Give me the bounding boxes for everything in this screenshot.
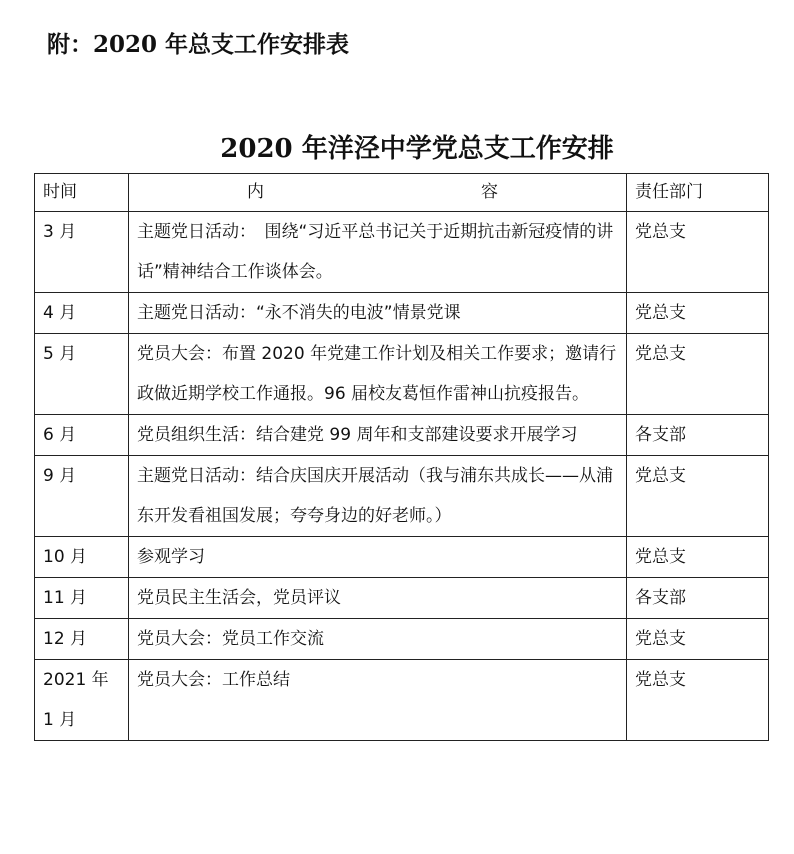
row-content: 主题党日活动： 围绕“习近平总书记关于近期抗击新冠疫情的讲话”精神结合工作谈体会。 xyxy=(129,212,627,293)
table-row xyxy=(35,456,769,537)
table-row xyxy=(35,660,769,741)
table-row xyxy=(35,619,769,660)
row-time: 6 月 xyxy=(35,415,129,456)
row-content: 党员大会：布置 2020 年党建工作计划及相关工作要求；邀请行政做近期学校工作通报。96 届校友葛恒作雷神山抗疫报告。 xyxy=(129,334,627,415)
column-header-time: 时间 xyxy=(35,174,129,212)
row-content: 党员民主生活会，党员评议 xyxy=(129,578,627,619)
row-dept: 党总支 xyxy=(627,660,769,741)
row-content: 党员组织生活：结合建党 99 周年和支部建设要求开展学习 xyxy=(129,415,627,456)
table-row xyxy=(35,537,769,578)
row-content: 党员大会：工作总结 xyxy=(129,660,627,741)
table-header-row xyxy=(35,174,769,212)
row-content: 党员大会：党员工作交流 xyxy=(129,619,627,660)
row-time: 9 月 xyxy=(35,456,129,537)
table-row xyxy=(35,578,769,619)
schedule-table xyxy=(34,173,769,741)
row-dept: 党总支 xyxy=(627,619,769,660)
row-time: 10 月 xyxy=(35,537,129,578)
table-title: 2020 年洋泾中学党总支工作安排 xyxy=(220,134,614,164)
row-time: 2021 年 1 月 xyxy=(35,660,129,741)
row-content: 主题党日活动：“永不消失的电波”情景党课 xyxy=(129,293,627,334)
column-header-content-a: 内 xyxy=(247,182,264,202)
table-row xyxy=(35,212,769,293)
row-dept: 党总支 xyxy=(627,334,769,415)
row-dept: 党总支 xyxy=(627,537,769,578)
table-row xyxy=(35,334,769,415)
row-time: 12 月 xyxy=(35,619,129,660)
row-content: 参观学习 xyxy=(129,537,627,578)
row-time: 4 月 xyxy=(35,293,129,334)
row-time: 11 月 xyxy=(35,578,129,619)
row-dept: 各支部 xyxy=(627,415,769,456)
row-dept: 党总支 xyxy=(627,212,769,293)
column-header-content-b: 容 xyxy=(481,182,498,202)
table-row xyxy=(35,415,769,456)
row-dept: 党总支 xyxy=(627,456,769,537)
column-header-content xyxy=(129,174,627,212)
row-dept: 党总支 xyxy=(627,293,769,334)
row-time: 5 月 xyxy=(35,334,129,415)
column-header-dept: 责任部门 xyxy=(627,174,769,212)
document-heading: 附：2020 年总支工作安排表 xyxy=(47,31,350,58)
table-row xyxy=(35,293,769,334)
row-dept: 各支部 xyxy=(627,578,769,619)
row-content: 主题党日活动：结合庆国庆开展活动（我与浦东共成长——从浦东开发看祖国发展；夸夸身边的好老师。） xyxy=(129,456,627,537)
row-time: 3 月 xyxy=(35,212,129,293)
